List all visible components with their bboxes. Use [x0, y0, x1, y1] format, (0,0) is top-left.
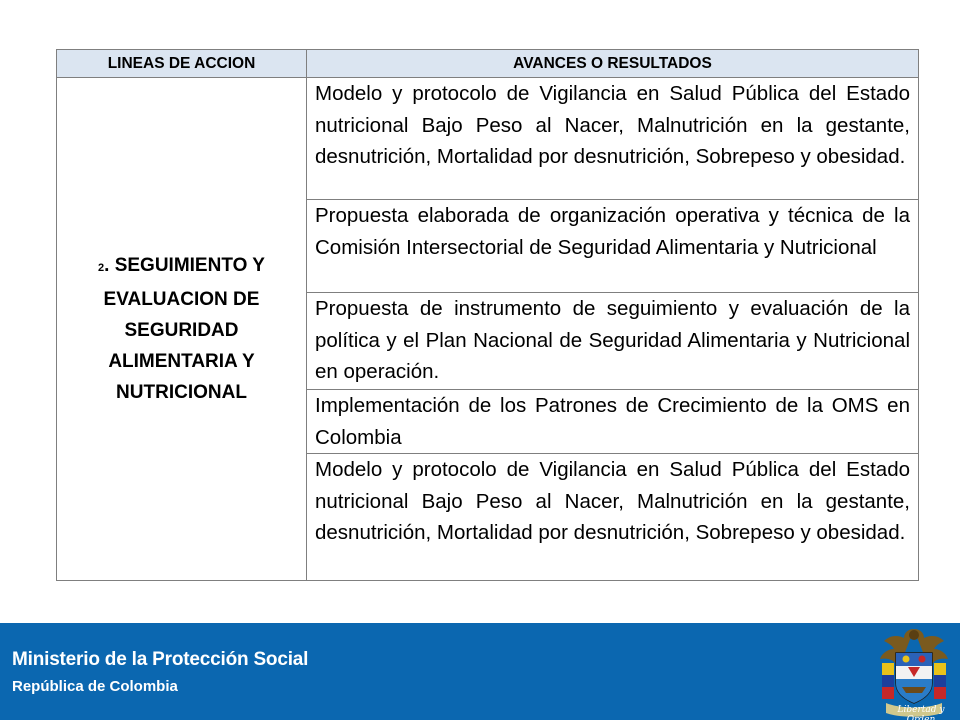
ministry-name: Ministerio de la Protección Social [12, 649, 309, 670]
avance-cell-5: Modelo y protocolo de Vigilancia en Salud Pública del Estado nutricional Bajo Peso al Nacer, Malnutrición en la gestante, desnutrición, Mortalidad por desnutrición, Sobrepeso y obesidad. [307, 454, 919, 581]
results-table-container [56, 49, 918, 581]
linea-title: . SEGUIMIENTO Y EVALUACION DE SEGURIDAD ALIMENTARIA Y NUTRICIONAL [103, 255, 265, 404]
avance-cell-4: Implementación de los Patrones de Crecimiento de la OMS en Colombia [307, 390, 919, 454]
footer-bar [0, 623, 960, 725]
table-row [57, 78, 919, 200]
motto-text: Libertad y Orden [897, 705, 945, 725]
header-lineas-de-accion: LINEAS DE ACCION [57, 50, 307, 78]
linea-number: 2 [98, 262, 105, 275]
republic-name: República de Colombia [12, 678, 178, 695]
avance-cell-2: Propuesta elaborada de organización operativa y técnica de la Comisión Intersectorial de Seguridad Alimentaria y Nutricional [307, 200, 919, 293]
header-avances-o-resultados: AVANCES O RESULTADOS [307, 50, 919, 78]
avance-cell-1: Modelo y protocolo de Vigilancia en Salud Pública del Estado nutricional Bajo Peso al Nacer, Malnutrición en la gestante, desnutrición, Mortalidad por desnutrición, Sobrepeso y obesidad. [307, 78, 919, 200]
avance-cell-3: Propuesta de instrumento de seguimiento y evaluación de la política y el Plan Nacional de Seguridad Alimentaria y Nutricional en operación. [307, 293, 919, 390]
table-header-row [57, 50, 919, 78]
linea-de-accion-cell [57, 78, 307, 581]
results-table [56, 49, 919, 581]
